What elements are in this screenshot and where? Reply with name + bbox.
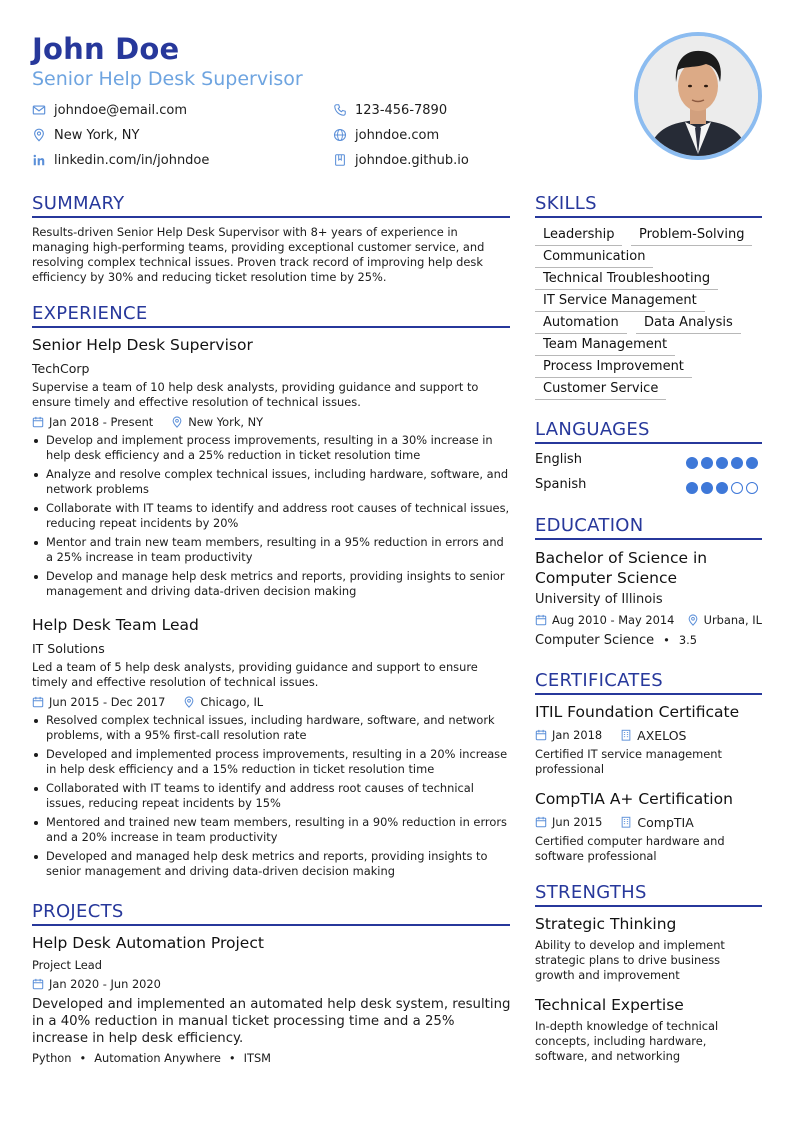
certificate-meta [535,814,694,830]
language-level-dot [746,457,758,469]
education-meta [535,612,762,628]
job-dates: Jun 2015 - Dec 2017 [49,695,166,709]
language-name: Spanish [535,477,587,492]
location-pin-icon [32,128,46,142]
globe-icon [333,128,347,142]
language-level-dot [731,457,743,469]
skill-tag: Problem-Solving [631,226,752,246]
languages-heading: LANGUAGES [535,419,762,444]
building-icon [620,816,632,828]
education-heading: EDUCATION [535,515,762,540]
phone-text: 123-456-7890 [355,102,448,118]
skill-tag: Data Analysis [636,314,741,334]
language-level-dots [686,457,758,469]
strength-name: Technical Expertise [535,996,684,1014]
calendar-icon [535,729,547,741]
contact-website[interactable] [333,126,439,144]
bullet-item: Analyze and resolve complex technical issues, including hardware, software, and network problems [32,467,512,497]
language-level-dot [746,482,758,494]
skill-tag: Team Management [535,336,675,356]
project-tag: Automation Anywhere [94,1051,221,1065]
bullet-item: Develop and implement process improvements, resulting in a 30% increase in help desk efficiency and a 25% reduction in ticket resolution time [32,433,512,463]
bullet-item: Mentor and train new team members, resulting in a 95% reduction in errors and a 25% increase in team productivity [32,535,512,565]
envelope-icon [32,103,46,117]
skill-tag: Customer Service [535,380,666,400]
skill-tag: Technical Troubleshooting [535,270,718,290]
education-field: Computer Science [535,632,655,648]
job-meta [32,694,263,710]
linkedin-icon [32,153,46,167]
location-pin-icon [183,696,195,708]
certificate-description: Certified computer hardware and software professional [535,834,725,863]
degree-name: Bachelor of Science in Computer Science [535,549,708,587]
certificate-date: Jan 2018 [552,728,603,742]
project-tag: ITSM [243,1051,272,1065]
certificate-issuer: AXELOS [637,727,687,743]
project-dates: Jan 2020 - Jun 2020 [49,977,161,991]
certificate-name: ITIL Foundation Certificate [535,703,740,721]
language-level-dots [686,482,758,494]
certificate-date: Jun 2015 [552,815,603,829]
project-title: Help Desk Automation Project [32,934,264,952]
calendar-icon [32,416,44,428]
phone-icon [333,103,347,117]
candidate-title: Senior Help Desk Supervisor [32,68,303,90]
location-pin-icon [171,416,183,428]
calendar-icon [32,978,44,990]
job-bullets [32,433,512,603]
project-tag: Python [32,1051,72,1065]
calendar-icon [32,696,44,708]
contact-phone[interactable] [333,101,447,119]
calendar-icon [535,614,547,626]
language-level-dot [731,482,743,494]
project-role: Project Lead [32,958,102,972]
strength-name: Strategic Thinking [535,915,677,933]
skill-tag: Leadership [535,226,622,246]
strength-description: Ability to develop and implement strategic plans to drive business growth and improvement [535,938,725,982]
bullet-item: Develop and manage help desk metrics and reports, providing insights to senior management and driving data-driven decision making [32,569,512,599]
school-name: University of Illinois [535,592,663,607]
strength-description: In-depth knowledge of technical concepts, including hardware, software, and networking [535,1019,719,1063]
job-location: Chicago, IL [200,695,264,709]
email-text: johndoe@email.com [54,102,187,118]
website-text: johndoe.com [355,127,440,143]
contact-email[interactable] [32,101,187,119]
job-company: TechCorp [32,361,90,376]
education-dates: Aug 2010 - May 2014 [552,613,675,627]
bookmark-icon [333,153,347,167]
language-level-dot [716,457,728,469]
skill-tag: Process Improvement [535,358,692,378]
language-level-dot [686,457,698,469]
building-icon [620,729,632,741]
skill-tag: Communication [535,248,653,268]
strengths-heading: STRENGTHS [535,882,762,907]
bullet-item: Developed and implemented process improvements, resulting in a 20% increase in help desk efficiency and a 15% reduction in ticket resolution time [32,747,512,777]
job-company: IT Solutions [32,641,105,656]
profile-photo [634,32,762,160]
candidate-name: John Doe [32,32,180,66]
education-field-row: Computer Science • 3.5 [535,632,697,648]
job-description: Supervise a team of 10 help desk analysts, providing guidance and support to ensure timely and effective resolution of technical issues. [32,380,479,409]
job-dates: Jan 2018 - Present [49,415,154,429]
bullet-item: Mentored and trained new team members, resulting in a 90% reduction in errors and a 20% increase in team productivity [32,815,512,845]
linkedin-text: linkedin.com/in/johndoe [54,152,210,168]
job-description: Led a team of 5 help desk analysts, providing guidance and support to ensure timely and effective resolution of technical issues. [32,660,478,689]
location-text: New York, NY [54,127,140,143]
calendar-icon [535,816,547,828]
education-gpa: 3.5 [678,633,697,647]
certificates-heading: CERTIFICATES [535,670,762,695]
contact-github[interactable] [333,151,469,169]
certificate-name: CompTIA A+ Certification [535,790,733,808]
certificate-description: Certified IT service management professional [535,747,722,776]
skill-tag: IT Service Management [535,292,705,312]
certificate-issuer: CompTIA [637,814,694,830]
job-location: New York, NY [188,415,264,429]
education-location: Urbana, IL [703,613,762,627]
location-pin-icon [687,614,699,626]
bullet-item: Collaborated with IT teams to identify and address root causes of technical issues, reducing repeat incidents by 15% [32,781,512,811]
contact-linkedin[interactable] [32,151,209,169]
skill-tag: Automation [535,314,627,334]
certificate-meta [535,727,686,743]
contact-location [32,126,139,144]
language-name: English [535,452,582,467]
projects-heading: PROJECTS [32,901,510,926]
project-description: Developed and implemented an automated help desk system, resulting in a 40% reduction in manual ticket processing time and a 25% increase in help desk efficiency. [32,997,511,1046]
language-level-dot [716,482,728,494]
project-tags: Python • Automation Anywhere • ITSM [32,1051,272,1065]
bullet-item: Resolved complex technical issues, including hardware, software, and network problems, with a 95% first-call resolution rate [32,713,512,743]
language-level-dot [701,457,713,469]
experience-heading: EXPERIENCE [32,303,510,328]
summary-text: Results-driven Senior Help Desk Supervisor with 8+ years of experience in managing high-performing teams, providing exceptional customer service, and resolving complex technical issues. Proven track record of improving help desk efficiency by 30% and reducing ticket resolution time by 25%. [32,225,485,284]
project-meta [32,976,161,992]
job-bullets [32,713,512,883]
bullet-item: Collaborate with IT teams to identify and address root causes of technical issues, reducing repeat incidents by 20% [32,501,512,531]
job-title: Senior Help Desk Supervisor [32,336,253,354]
github-text: johndoe.github.io [355,152,469,168]
language-level-dot [701,482,713,494]
summary-heading: SUMMARY [32,193,510,218]
job-meta [32,414,263,430]
portrait-image [638,36,758,156]
language-level-dot [686,482,698,494]
job-title: Help Desk Team Lead [32,616,199,634]
skills-heading: SKILLS [535,193,762,218]
bullet-item: Developed and managed help desk metrics and reports, providing insights to senior management and driving data-driven decision making [32,849,512,879]
